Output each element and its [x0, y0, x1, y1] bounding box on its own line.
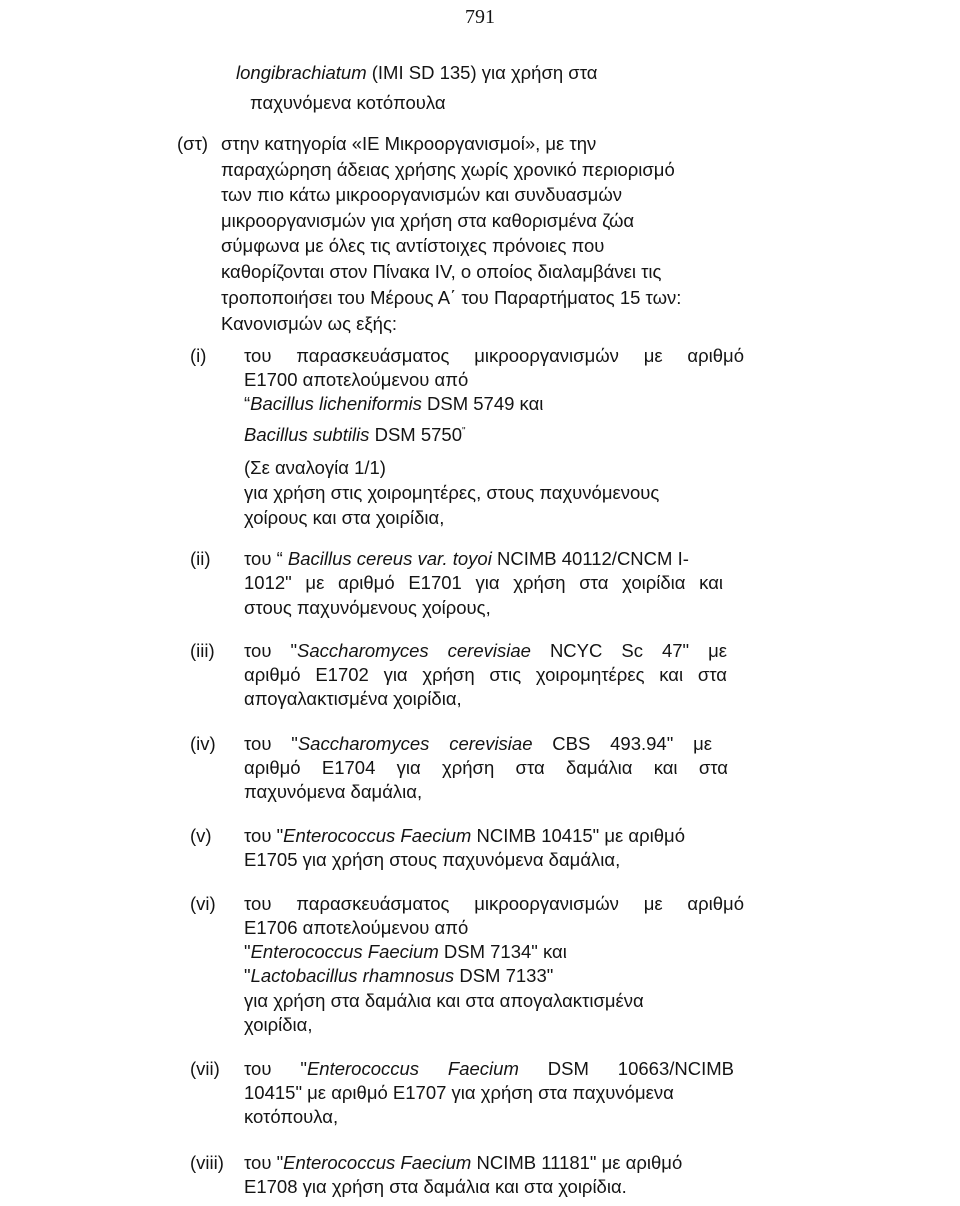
- item-line: Ε1708 για χρήση στα δαμάλια και στα χοιρίδια.: [244, 1176, 627, 1197]
- item-line: "Lactobacillus rhamnosus DSM 7133": [244, 965, 554, 986]
- item-line: "Enterococcus Faecium DSM 7134" και: [244, 941, 567, 962]
- item-label: (vi): [190, 893, 216, 914]
- item-line: 1012" με αριθμό Ε1701 για χρήση στα χοιρίδια και: [244, 572, 723, 593]
- item-line: του παρασκευάσματος μικροοργανισμών με αριθμό: [244, 345, 744, 366]
- item-line: του "Saccharomyces cerevisiae CBS 493.94" με: [244, 733, 712, 754]
- item-label: (vii): [190, 1058, 220, 1079]
- item-line: του "Enterococcus Faecium DSM 10663/NCIMB: [244, 1058, 734, 1079]
- page-number: 791: [465, 6, 495, 28]
- item-line: παχυνόμενα δαμάλια,: [244, 781, 423, 802]
- item-line: του "Enterococcus Faecium NCIMB 11181" με αριθμό: [244, 1152, 683, 1173]
- item-line: του "Saccharomyces cerevisiae NCYC Sc 47" με: [244, 640, 728, 661]
- section-line: στην κατηγορία «ΙΕ Μικροοργανισμοί», με την: [221, 133, 597, 154]
- item-line: Bacillus subtilis DSM 5750": [244, 424, 466, 446]
- item-label: (iv): [190, 733, 216, 754]
- species-name: longibrachiatum: [236, 62, 367, 83]
- item-line: “Bacillus licheniformis DSM 5749 και: [244, 393, 544, 414]
- item-line: για χρήση στις χοιρομητέρες, στους παχυνόμενους: [244, 482, 660, 503]
- item-line: αριθμό Ε1704 για χρήση στα δαμάλια και στα: [244, 757, 728, 778]
- item-line: για χρήση στα δαμάλια και στα απογαλακτισμένα: [244, 990, 644, 1011]
- item-line: απογαλακτισμένα χοιρίδια,: [244, 688, 462, 709]
- item-line: στους παχυνόμενους χοίρους,: [244, 597, 491, 618]
- item-label: (v): [190, 825, 212, 846]
- item-label: (iii): [190, 640, 215, 661]
- item-line: του παρασκευάσματος μικροοργανισμών με αριθμό: [244, 893, 744, 914]
- item-line: αριθμό Ε1702 για χρήση στις χοιρομητέρες και στα: [244, 664, 727, 685]
- item-line: του "Enterococcus Faecium NCIMB 10415" με αριθμό: [244, 825, 685, 846]
- item-line: Ε1700 αποτελούμενου από: [244, 369, 469, 390]
- item-label: (ii): [190, 548, 211, 569]
- item-label: (viii): [190, 1152, 224, 1173]
- item-label: (i): [190, 345, 207, 366]
- section-line: των πιο κάτω μικροοργανισμών και συνδυασμών: [221, 184, 623, 205]
- section-line: παραχώρηση άδειας χρήσης χωρίς χρονικό περιορισμό: [221, 159, 675, 180]
- item-line: του “ Bacillus cereus var. toyoi NCIMB 40112/CNCM I-: [244, 548, 689, 569]
- item-line: Ε1706 αποτελούμενου από: [244, 917, 469, 938]
- item-line: χοιρίδια,: [244, 1014, 313, 1035]
- intro-line-1: longibrachiatum (IMI SD 135) για χρήση στα: [236, 62, 598, 83]
- section-line: τροποποιήσει του Μέρους Α΄ του Παραρτήματος 15 των:: [221, 287, 682, 308]
- section-line: Κανονισμών ως εξής:: [221, 313, 397, 334]
- item-line: 10415" με αριθμό Ε1707 για χρήση στα παχυνόμενα: [244, 1082, 674, 1103]
- section-line: σύμφωνα με όλες τις αντίστοιχες πρόνοιες που: [221, 235, 605, 256]
- item-line: (Σε αναλογία 1/1): [244, 457, 386, 478]
- intro-line-2: παχυνόμενα κοτόπουλα: [250, 92, 446, 113]
- item-line: κοτόπουλα,: [244, 1106, 339, 1127]
- item-line: Ε1705 για χρήση στους παχυνόμενα δαμάλια,: [244, 849, 621, 870]
- section-label: (στ): [177, 133, 209, 154]
- section-line: καθορίζονται στον Πίνακα IV, ο οποίος διαλαμβάνει τις: [221, 261, 662, 282]
- item-line: χοίρους και στα χοιρίδια,: [244, 507, 445, 528]
- section-line: μικροοργανισμών για χρήση στα καθορισμένα ζώα: [221, 210, 635, 231]
